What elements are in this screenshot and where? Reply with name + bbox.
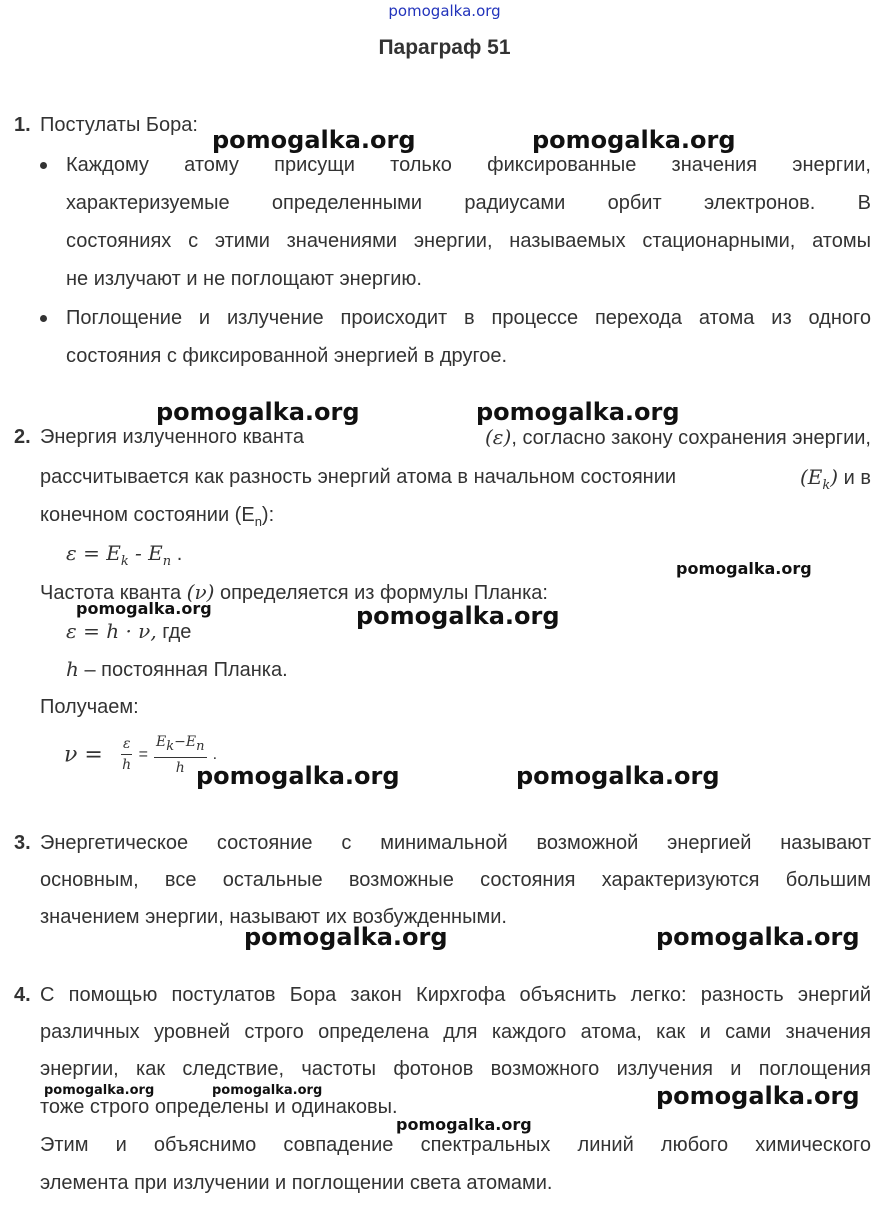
planck-definition: h – постоянная Планка. — [66, 657, 288, 681]
item-number: 4. — [14, 984, 31, 1006]
text-span: $(E_k)$ и в — [799, 465, 871, 493]
item-title: Постулаты Бора: — [40, 114, 198, 136]
paragraph-line: конечном состоянии $(E_n)$: — [40, 504, 275, 529]
watermark: pomogalka.org — [212, 126, 416, 154]
paragraph-line: элемента при излучении и поглощении света атомами. — [40, 1172, 553, 1194]
paragraph-line: Частота кванта (ν) определяется из формулы Планка: — [40, 580, 548, 604]
watermark: pomogalka.org — [532, 126, 736, 154]
paragraph-line: Каждому атому присущи только фиксированные значения энергии, — [66, 154, 871, 176]
paragraph-line: характеризуемые определенными радиусами орбит электронов. В — [66, 192, 871, 214]
text-span: Энергия излученного кванта — [40, 426, 304, 448]
item-number: 2. — [14, 426, 31, 448]
paragraph-line: значением энергии, называют их возбужденными. — [40, 906, 507, 928]
watermark: pomogalka.org — [476, 398, 680, 426]
watermark: pomogalka.org — [212, 1083, 323, 1098]
watermark: pomogalka.org — [44, 1083, 155, 1098]
item-number: 1. — [14, 114, 31, 136]
formula-energy: $\varepsilon = E_k - E_n$ . — [66, 541, 183, 569]
fraction: $\frac{\varepsilon}{h}$ — [122, 736, 132, 774]
paragraph-line: различных уровней строго определена для каждого атома, как и сами значения — [40, 1021, 871, 1043]
text-span: , согласно закону сохранения энергии, — [511, 427, 871, 449]
watermark: pomogalka.org — [656, 923, 860, 951]
paragraph-line: не излучают и не поглощают энергию. — [66, 268, 422, 290]
paragraph-line: состояниях с этими значениями энергии, называемых стационарными, атомы — [66, 230, 871, 252]
watermark: pomogalka.org — [356, 602, 560, 630]
watermark: pomogalka.org — [76, 599, 212, 618]
site-label: pomogalka.org — [388, 2, 501, 20]
paragraph-line: состояния с фиксированной энергией в другое. — [66, 345, 508, 367]
watermark: pomogalka.org — [516, 762, 720, 790]
paragraph-line: энергии, как следствие, частоты фотонов возможного излучения и поглощения — [40, 1058, 871, 1080]
text-span: рассчитывается как разность энергий атома в начальном состоянии — [40, 466, 677, 488]
paragraph-line: Энергетическое состояние с минимальной возможной энергией называют — [40, 832, 871, 854]
fraction: $\frac{E_k-E_n}{h}$ — [156, 734, 205, 776]
formula-planck: ε = h · ν, где — [66, 619, 192, 643]
bullet-icon — [40, 162, 47, 169]
watermark: pomogalka.org — [656, 1082, 860, 1110]
result-label: Получаем: — [40, 696, 139, 718]
paragraph-line: тоже строго определены и одинаковы. — [40, 1096, 398, 1118]
paragraph-line: С помощью постулатов Бора закон Кирхгофа объяснить легко: разность энергий — [40, 984, 871, 1006]
formula-frequency: ν = $\frac{\varepsilon}{h}$ = $\frac{E_k-E_n}{h}$ . — [64, 734, 218, 776]
watermark: pomogalka.org — [244, 923, 448, 951]
epsilon-symbol: (ε) — [484, 425, 512, 449]
watermark: pomogalka.org — [396, 1115, 532, 1134]
ek-symbol: $(E_k)$ — [799, 465, 839, 493]
watermark: pomogalka.org — [196, 762, 400, 790]
bullet-icon — [40, 315, 47, 322]
item-number: 3. — [14, 832, 31, 854]
paragraph-line: основным, все остальные возможные состояния характеризуются большим — [40, 869, 871, 891]
paragraph-line: Этим и объяснимо совпадение спектральных линий любого химического — [40, 1134, 871, 1156]
paragraph-line: Поглощение и излучение происходит в процессе перехода атома из одного — [66, 307, 871, 329]
watermark: pomogalka.org — [676, 559, 812, 578]
page-title: Параграф 51 — [378, 36, 511, 59]
watermark: pomogalka.org — [156, 398, 360, 426]
